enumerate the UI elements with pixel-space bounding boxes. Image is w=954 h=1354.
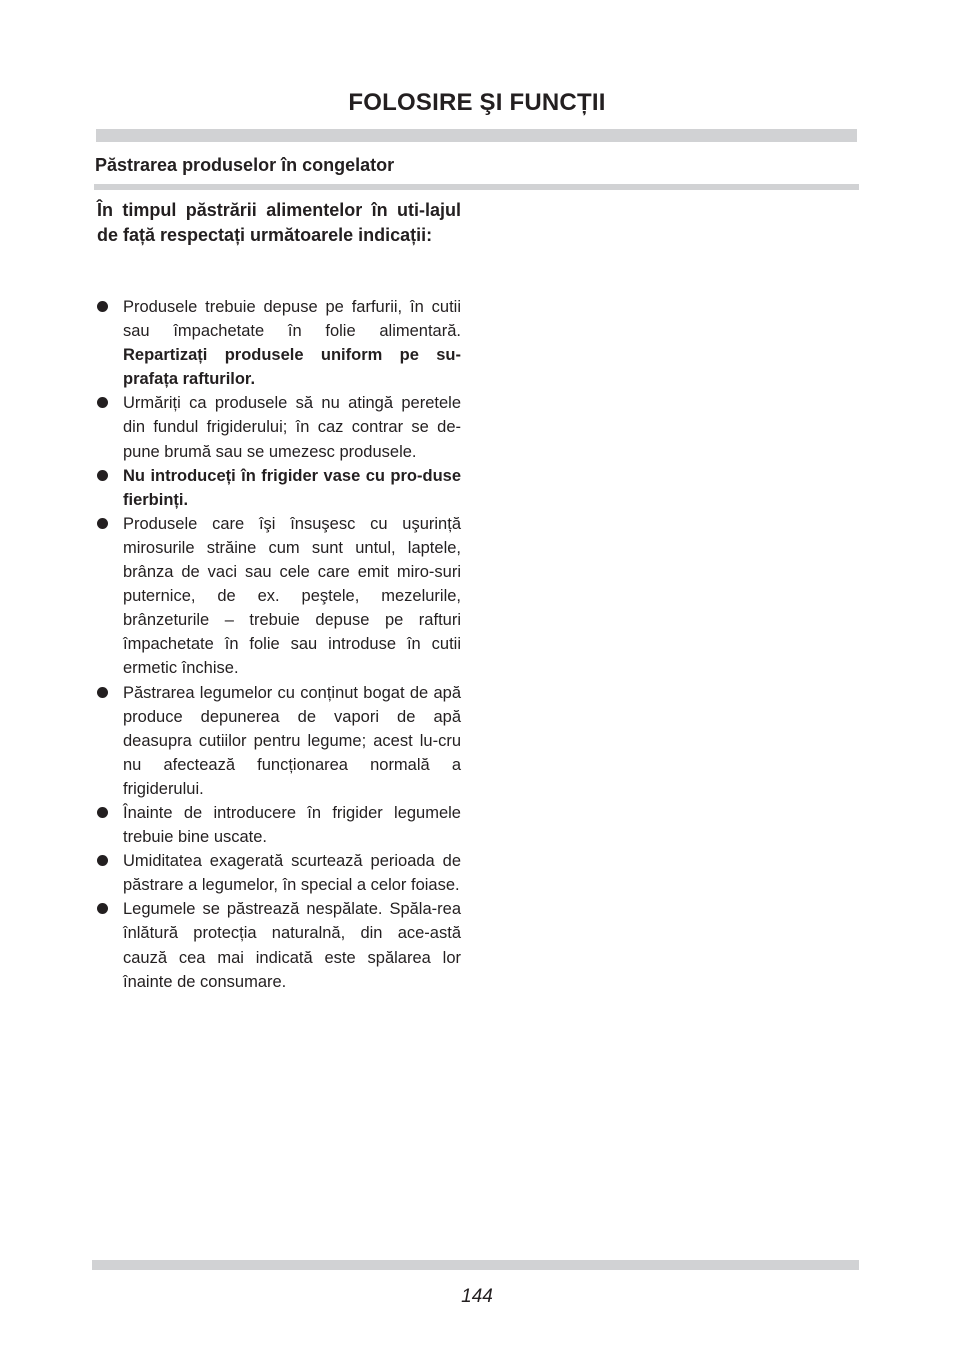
bullet-icon [97, 397, 108, 408]
list-item-text: Legumele se păstrează nespălate. Spăla-rea înlătură protecția naturalnă, din ace-astă cauză cea mai indicată este spălarea lor înainte de consumare. [123, 900, 461, 991]
list-item [97, 391, 461, 463]
header-divider [96, 129, 857, 142]
bullet-icon [97, 903, 108, 914]
bullet-icon [97, 301, 108, 312]
list-item-text: Umiditatea exagerată scurtează perioada de păstrare a legumelor, în special a celor foiase. [123, 852, 461, 895]
list-item [97, 849, 461, 897]
bullet-icon [97, 855, 108, 866]
bullet-list [97, 295, 461, 994]
list-item-bold-text: Nu introduceți în frigider vase cu pro-duse fierbinți. [123, 466, 461, 509]
list-item [97, 512, 461, 681]
bullet-icon [97, 687, 108, 698]
list-item [97, 464, 461, 512]
section-title: Păstrarea produselor în congelator [95, 155, 395, 175]
bullet-icon [97, 470, 108, 481]
list-item-text: Produsele care îşi însuşesc cu uşurință mirosurile străine cum sunt untul, laptele, brânza de vaci sau cele care emit miro-suri puternice, de ex. peştele, mezelurile, brânzeturile – trebuie depuse pe rafturi împachetate în folie sau introduse în cutii ermetic închise. [123, 514, 461, 678]
list-item-text: Produsele trebuie depuse pe farfurii, în cutii sau împachetate în folie alimentară. [123, 298, 461, 341]
list-item-text: Înainte de introducere în frigider legumele trebuie bine uscate. [123, 803, 461, 847]
section-divider [94, 184, 859, 190]
list-item-text: Păstrarea legumelor cu conținut bogat de apă produce depunerea de vapori de apă deasupra cutiilor pentru legume; acest lu-cru nu afectează funcționarea normală a frigiderului. [123, 683, 461, 798]
list-item [97, 295, 461, 391]
page-title: FOLOSIRE ŞI FUNCȚII [348, 89, 606, 116]
list-item [97, 681, 461, 801]
bullet-icon [97, 807, 108, 818]
bullet-icon [97, 518, 108, 529]
list-item-text: Urmăriți ca produsele să nu atingă peretele din fundul frigiderului; în caz contrar se de-pune brumă sau se umezesc produsele. [123, 394, 461, 461]
list-item [97, 801, 461, 849]
list-item [97, 897, 461, 993]
list-item-bold-text: Repartizați produsele uniform pe su-prafața rafturilor. [123, 346, 461, 389]
section-intro: În timpul păstrării alimentelor în uti-lajul de față respectați următoarele indicații: [97, 200, 461, 245]
page-number: 144 [461, 1286, 493, 1307]
footer-divider [92, 1260, 859, 1270]
